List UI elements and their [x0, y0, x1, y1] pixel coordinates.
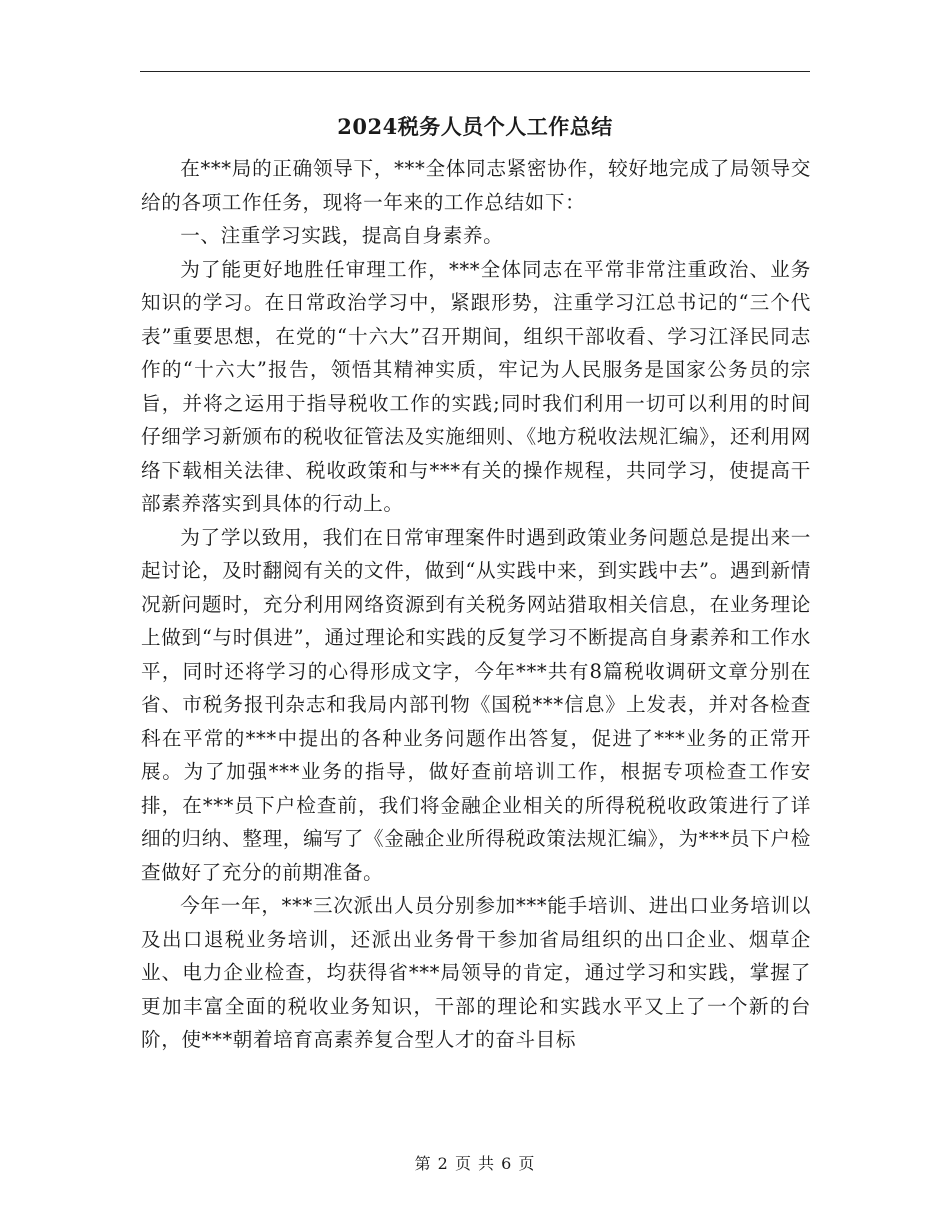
header-rule: [140, 71, 810, 72]
paragraph-section-heading: 一、注重学习实践，提高自身素养。: [180, 224, 504, 247]
paragraph-intro: 在***局的正确领导下，***全体同志紧密协作，较好地完成了局领导交给的各项工作任务，现将一年来的工作总结如下：: [141, 157, 811, 214]
page-number: 第 2 页 共 6 页: [414, 1154, 536, 1173]
document-title: 2024税务人员个人工作总结: [337, 114, 613, 139]
document-body: [141, 152, 811, 1057]
paragraph-training: 今年一年，***三次派出人员分别参加***能手培训、进出口业务培训以及出口退税业务培训，还派出业务骨干参加省局组织的出口企业、烟草企业、电力企业检查，均获得省***局领导的肯定，通过学习和实践，掌握了更加丰富全面的税收业务知识，干部的理论和实践水平又上了一个新的台阶，使***朝着培育高素养复合型人才的奋斗目标: [141, 894, 811, 1051]
paragraph-study: 为了能更好地胜任审理工作，***全体同志在平常非常注重政治、业务知识的学习。在日常政治学习中，紧跟形势，注重学习江总书记的“三个代表”重要思想，在党的“十六大”召开期间，组织干部收看、学习江泽民同志作的“十六大”报告，领悟其精神实质，牢记为人民服务是国家公务员的宗旨，并将之运用于指导税收工作的实践;同时我们利用一切可以利用的时间仔细学习新颁布的税收征管法及实施细则、《地方税收法规汇编》，还利用网络下载相关法律、税收政策和与***有关的操作规程，共同学习，使提高干部素养落实到具体的行动上。: [141, 257, 811, 515]
paragraph-practice: 为了学以致用，我们在日常审理案件时遇到政策业务问题总是提出来一起讨论，及时翻阅有关的文件，做到“从实践中来，到实践中去”。遇到新情况新问题时，充分利用网络资源到有关税务网站猎取相关信息，在业务理论上做到“与时俱进”，通过理论和实践的反复学习不断提高自身素养和工作水平，同时还将学习的心得形成文字，今年***共有8篇税收调研文章分别在省、市税务报刊杂志和我局内部刊物《国税***信息》上发表，并对各检查科在平常的***中提出的各种业务问题作出答复，促进了***业务的正常开展。为了加强***业务的指导，做好查前培训工作，根据专项检查工作安排，在***员下户检查前，我们将金融企业相关的所得税税收政策进行了详细的归纳、整理，编写了《金融企业所得税政策法规汇编》，为***员下户检查做好了充分的前期准备。: [141, 525, 811, 884]
